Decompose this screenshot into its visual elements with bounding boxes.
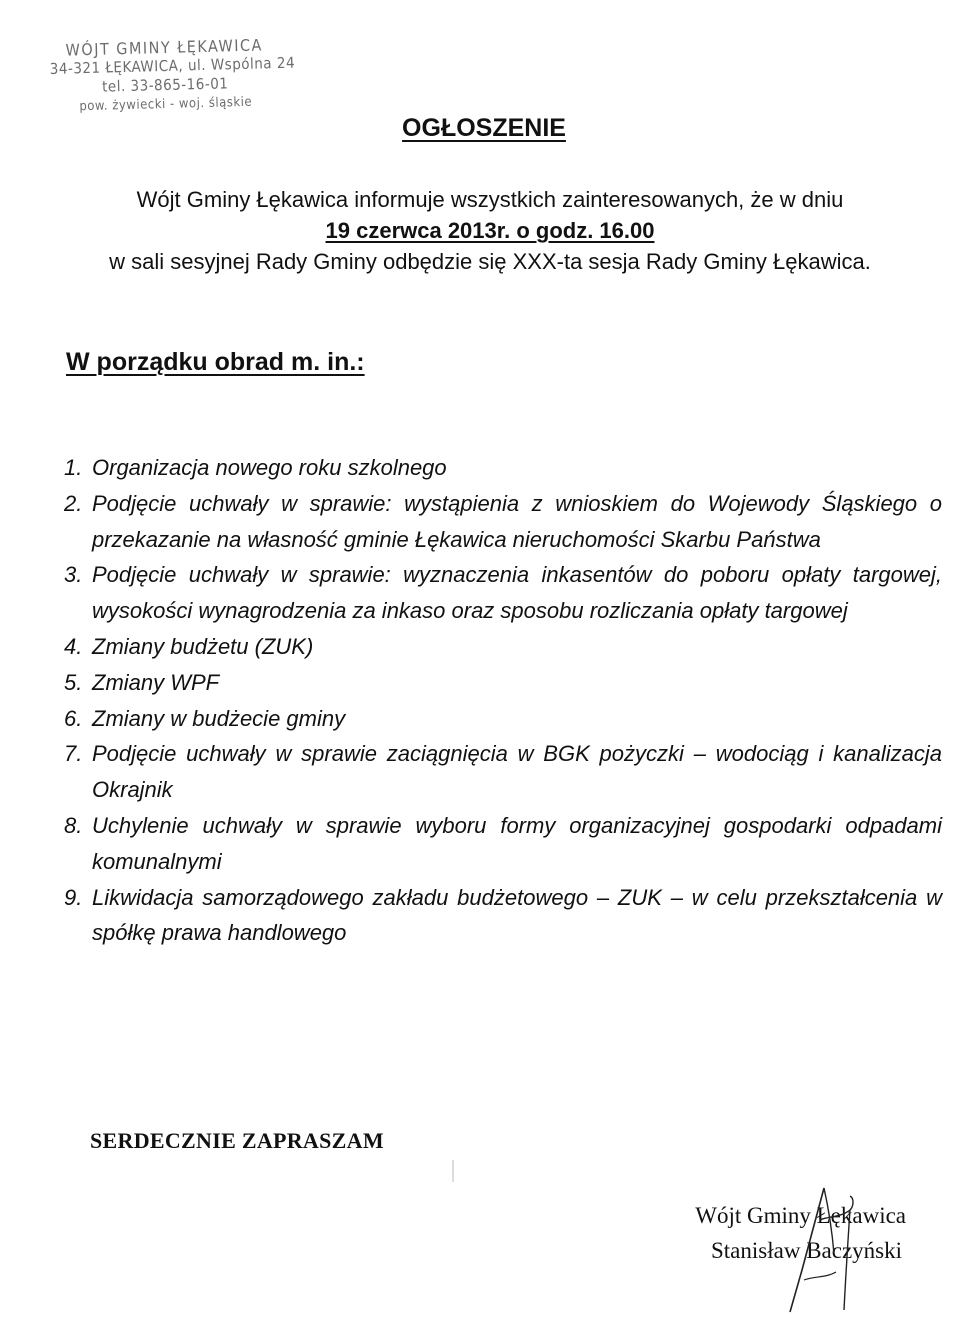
agenda-item-number: 8. bbox=[64, 812, 83, 838]
agenda-item-text: Uchylenie uchwały w sprawie wyboru formy organizacyjnej gospodarki odpadami komunalnymi bbox=[92, 812, 942, 874]
agenda-item-text: Organizacja nowego roku szkolnego bbox=[92, 455, 447, 480]
scan-mark bbox=[452, 1160, 454, 1182]
official-stamp bbox=[49, 35, 296, 117]
stamp-line-region: pow. żywiecki - woj. śląskie bbox=[79, 94, 253, 115]
agenda-item bbox=[62, 736, 942, 808]
intro-text-after: w sali sesyjnej Rady Gminy odbędzie się XXX-ta sesja Rady Gminy Łękawica. bbox=[109, 249, 871, 274]
handwritten-signature bbox=[780, 1180, 870, 1320]
agenda-item bbox=[62, 557, 942, 629]
announcement-intro bbox=[40, 184, 940, 277]
stamp-line-office: WÓJT GMINY ŁĘKAWICA bbox=[65, 35, 264, 60]
signatory-name: Stanisław Baczyński bbox=[711, 1238, 902, 1263]
meeting-date: 19 czerwca 2013r. o godz. 16.00 bbox=[325, 218, 655, 243]
agenda-item-text: Zmiany WPF bbox=[92, 669, 220, 695]
agenda-item-number: 4. bbox=[64, 633, 83, 659]
agenda-item-text: Likwidacja samorządowego zakładu budżetowego – ZUK – w celu przekształcenia w spółkę prawa handlowego bbox=[92, 884, 942, 946]
agenda-item-number: 9. bbox=[64, 884, 83, 910]
agenda-item-text: Podjęcie uchwały w sprawie: wyznaczenia inkasentów do poboru opłaty targowej, wysokości wynagrodzenia za inkaso oraz sposobu rozliczania opłaty targowej bbox=[92, 562, 942, 624]
agenda-item-text: Podjęcie uchwały w sprawie zaciągnięcia w BGK pożyczki – wodociąg i kanalizacja Okrajnik bbox=[92, 741, 942, 803]
agenda-item-number: 7. bbox=[64, 741, 83, 767]
agenda-item bbox=[62, 701, 942, 737]
agenda-item bbox=[62, 486, 942, 558]
document-title: OGŁOSZENIE bbox=[402, 114, 566, 142]
agenda-list bbox=[62, 450, 942, 951]
agenda-item-number: 1. bbox=[64, 455, 83, 480]
intro-text-before: Wójt Gminy Łękawica informuje wszystkich zainteresowanych, że w dniu bbox=[136, 187, 844, 212]
agenda-item-number: 3. bbox=[64, 562, 83, 588]
agenda-item-number: 5. bbox=[64, 669, 83, 695]
agenda-item bbox=[62, 665, 942, 701]
agenda-item-text: Podjęcie uchwały w sprawie: wystąpienia z wnioskiem do Wojewody Śląskiego o przekazanie na własność gminie Łękawica nieruchomości Skarbu Państwa bbox=[92, 490, 942, 552]
stamp-line-address: 34-321 ŁĘKAWICA, ul. Wspólna 24 bbox=[49, 53, 296, 79]
agenda-item bbox=[62, 808, 942, 880]
agenda-item bbox=[62, 450, 942, 486]
agenda-item bbox=[62, 880, 942, 952]
agenda-item-number: 6. bbox=[64, 705, 83, 731]
agenda-item-number: 2. bbox=[64, 490, 83, 516]
closing-invitation: SERDECZNIE ZAPRASZAM bbox=[90, 1128, 384, 1153]
agenda-item bbox=[62, 629, 942, 665]
agenda-heading: W porządku obrad m. in.: bbox=[66, 348, 365, 376]
signatory-title: Wójt Gminy Łękawica bbox=[695, 1203, 906, 1228]
agenda-item-text: Zmiany w budżecie gminy bbox=[92, 705, 346, 731]
stamp-line-phone: tel. 33-865-16-01 bbox=[101, 74, 229, 96]
agenda-item-text: Zmiany budżetu (ZUK) bbox=[92, 633, 314, 659]
